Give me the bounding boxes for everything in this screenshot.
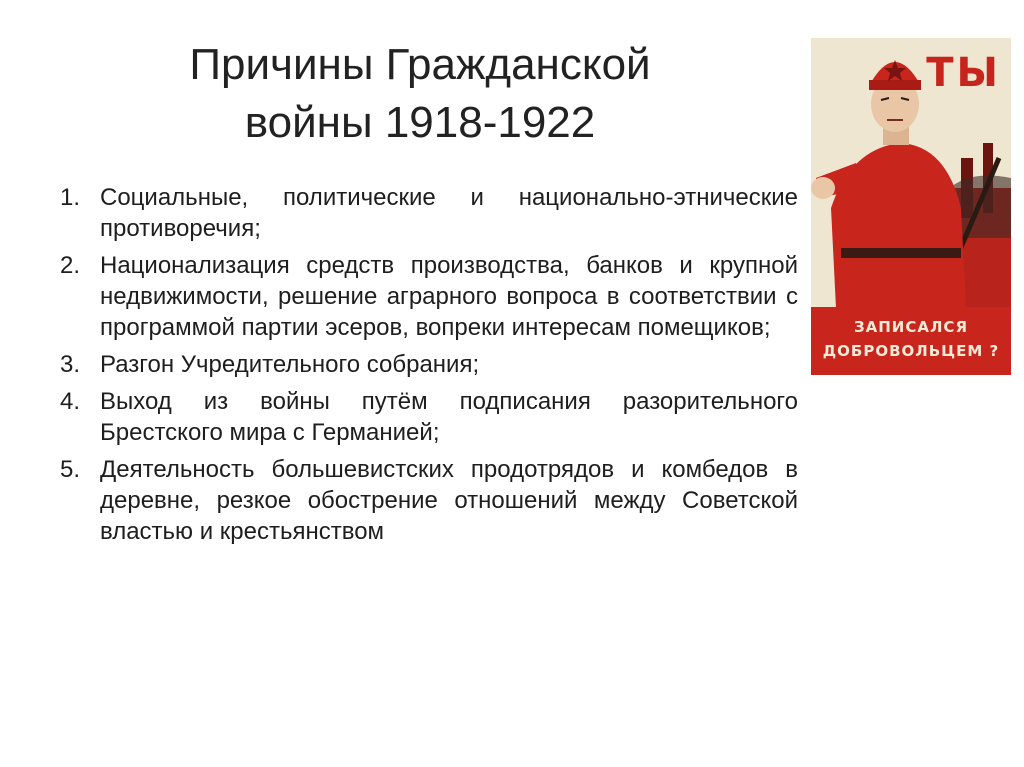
list-item-text: Деятельность большевистских продотрядов и комбедов в деревне, резкое обострение отношений между Советской властью и крестьянством (100, 456, 798, 545)
poster-caption (811, 307, 1011, 375)
list-item-text: Разгон Учредительного собрания; (100, 351, 480, 378)
list-item-number: 5. (60, 456, 81, 483)
list-item-number: 1. (60, 184, 81, 211)
poster-caption-line-1: ЗАПИСАЛСЯ (853, 318, 968, 336)
title-line-1: Причины Гражданской (189, 40, 651, 89)
causes-list (60, 182, 798, 553)
list-item (60, 349, 798, 380)
list-item-text: Социальные, политические и национально-этнические противоречия; (100, 184, 798, 242)
title-line-2: войны 1918-1922 (244, 98, 596, 147)
list-item (60, 182, 798, 244)
list-item-number: 3. (60, 351, 81, 378)
propaganda-poster-image (811, 38, 1011, 375)
list-item-number: 2. (60, 252, 81, 279)
slide-title (90, 36, 750, 152)
list-item (60, 454, 798, 547)
poster-caption-line-2: ДОБРОВОЛЬЦЕМ ? (822, 342, 1000, 360)
poster-headline: ТЫ (926, 50, 1001, 96)
list-item (60, 386, 798, 448)
list-item (60, 250, 798, 343)
list-item-number: 4. (60, 388, 81, 415)
list-item-text: Национализация средств производства, банков и крупной недвижимости, решение аграрного вопроса в соответствии с программой партии эсеров, вопреки интересам помещиков; (100, 252, 798, 341)
list-item-text: Выход из войны путём подписания разорительного Брестского мира с Германией; (100, 388, 798, 446)
